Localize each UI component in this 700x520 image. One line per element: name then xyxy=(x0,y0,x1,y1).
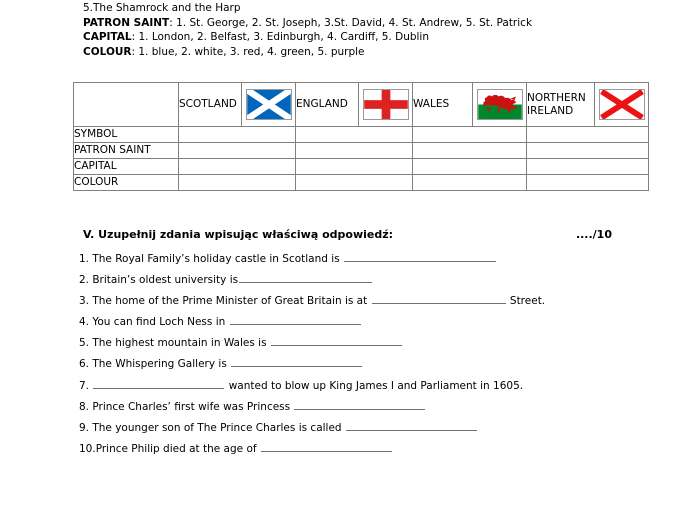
row-label-colour: COLOUR xyxy=(74,175,179,191)
cell-symbol-wales[interactable] xyxy=(413,127,527,143)
wales-flag-icon xyxy=(477,89,523,120)
cell-capital-scotland[interactable] xyxy=(179,159,296,175)
table-corner-cell xyxy=(74,83,179,127)
question-4-blank[interactable] xyxy=(230,314,361,325)
question-2-blank[interactable] xyxy=(239,272,372,283)
reference-items-colour: : 1. blue, 2. white, 3. red, 4. green, 5. purple xyxy=(131,45,365,58)
question-10-blank[interactable] xyxy=(261,441,392,452)
header-country-northern-ireland: NORTHERN IRELAND xyxy=(527,83,595,127)
question-9-blank[interactable] xyxy=(346,420,477,431)
question-6 xyxy=(79,354,679,375)
question-3 xyxy=(79,291,679,312)
question-6-blank[interactable] xyxy=(231,356,362,367)
cell-colour-england[interactable] xyxy=(296,175,413,191)
england-flag-icon xyxy=(363,89,409,120)
question-list xyxy=(79,249,679,460)
cell-capital-england[interactable] xyxy=(296,159,413,175)
table-row-colour xyxy=(74,175,649,191)
reference-line-capital xyxy=(83,30,693,45)
header-country-scotland: SCOTLAND xyxy=(179,83,242,127)
cell-colour-scotland[interactable] xyxy=(179,175,296,191)
cell-colour-wales[interactable] xyxy=(413,175,527,191)
question-3-suffix: Street. xyxy=(506,295,546,308)
reference-plain-text: 5.The Shamrock and the Harp xyxy=(83,2,241,14)
reference-label-capital: CAPITAL xyxy=(83,31,132,44)
question-7-text: 7. xyxy=(79,379,93,392)
cell-patron-saint-scotland[interactable] xyxy=(179,143,296,159)
question-2 xyxy=(79,270,679,291)
question-4-text: 4. You can find Loch Ness in xyxy=(79,316,229,329)
question-7-suffix: wanted to blow up King James I and Parliament in 1605. xyxy=(225,379,524,392)
cell-patron-saint-england[interactable] xyxy=(296,143,413,159)
question-5-blank[interactable] xyxy=(271,335,402,346)
cell-symbol-northern-ireland[interactable] xyxy=(527,127,649,143)
reference-items-patron-saint: : 1. St. George, 2. St. Joseph, 3.St. David, 4. St. Andrew, 5. St. Patrick xyxy=(169,16,533,29)
cell-symbol-scotland[interactable] xyxy=(179,127,296,143)
reference-line-shamrock xyxy=(83,1,693,16)
scotland-flag-icon xyxy=(246,89,292,120)
question-5 xyxy=(79,333,679,354)
header-country-england: ENGLAND xyxy=(296,83,359,127)
question-2-text: 2. Britain’s oldest university is xyxy=(79,274,239,287)
reference-label-colour: COLOUR xyxy=(83,45,132,58)
table-row-patron-saint xyxy=(74,143,649,159)
question-3-text: 3. The home of the Prime Minister of Great Britain is at xyxy=(79,295,371,308)
table-row-symbol xyxy=(74,127,649,143)
reference-line-patron-saint xyxy=(83,16,693,31)
section-v-score: ..../10 xyxy=(575,228,612,241)
cell-capital-northern-ireland[interactable] xyxy=(527,159,649,175)
question-8-text: 8. Prince Charles’ first wife was Princess xyxy=(79,400,294,413)
question-1 xyxy=(79,249,679,270)
row-label-patron-saint: PATRON SAINT xyxy=(74,143,179,159)
scotland-flag-cell xyxy=(242,83,296,127)
question-9 xyxy=(79,418,679,439)
header-country-wales: WALES xyxy=(413,83,473,127)
question-7 xyxy=(79,376,679,397)
question-5-text: 5. The highest mountain in Wales is xyxy=(79,337,270,350)
section-v-title: V. Uzupełnij zdania wpisując właściwą odpowiedź: xyxy=(83,228,394,241)
question-8-blank[interactable] xyxy=(294,399,425,410)
reference-list xyxy=(83,1,693,59)
table-header-row xyxy=(74,83,649,127)
cell-patron-saint-wales[interactable] xyxy=(413,143,527,159)
reference-label-patron-saint: PATRON SAINT xyxy=(83,16,170,29)
wales-flag-cell xyxy=(473,83,527,127)
cell-capital-wales[interactable] xyxy=(413,159,527,175)
reference-line-colour xyxy=(83,45,693,60)
reference-items-capital: : 1. London, 2. Belfast, 3. Edinburgh, 4. Cardiff, 5. Dublin xyxy=(131,31,430,44)
question-1-blank[interactable] xyxy=(344,251,496,262)
cell-colour-northern-ireland[interactable] xyxy=(527,175,649,191)
england-flag-cell xyxy=(359,83,413,127)
northern-ireland-flag-cell xyxy=(595,83,649,127)
question-6-text: 6. The Whispering Gallery is xyxy=(79,358,231,371)
section-v-header xyxy=(83,228,612,241)
cell-symbol-england[interactable] xyxy=(296,127,413,143)
table-row-capital xyxy=(74,159,649,175)
northern-ireland-flag-icon xyxy=(599,89,645,120)
row-label-capital: CAPITAL xyxy=(74,159,179,175)
question-7-blank[interactable] xyxy=(93,378,224,389)
country-comparison-table xyxy=(73,82,649,191)
question-8 xyxy=(79,397,679,418)
question-9-text: 9. The younger son of The Prince Charles is called xyxy=(79,421,345,434)
question-10 xyxy=(79,439,679,460)
question-10-text: 10.Prince Philip died at the age of xyxy=(79,442,260,455)
question-4 xyxy=(79,312,679,333)
row-label-symbol: SYMBOL xyxy=(74,127,179,143)
question-1-text: 1. The Royal Family’s holiday castle in Scotland is xyxy=(79,253,344,265)
cell-patron-saint-northern-ireland[interactable] xyxy=(527,143,649,159)
question-3-blank[interactable] xyxy=(372,293,506,304)
